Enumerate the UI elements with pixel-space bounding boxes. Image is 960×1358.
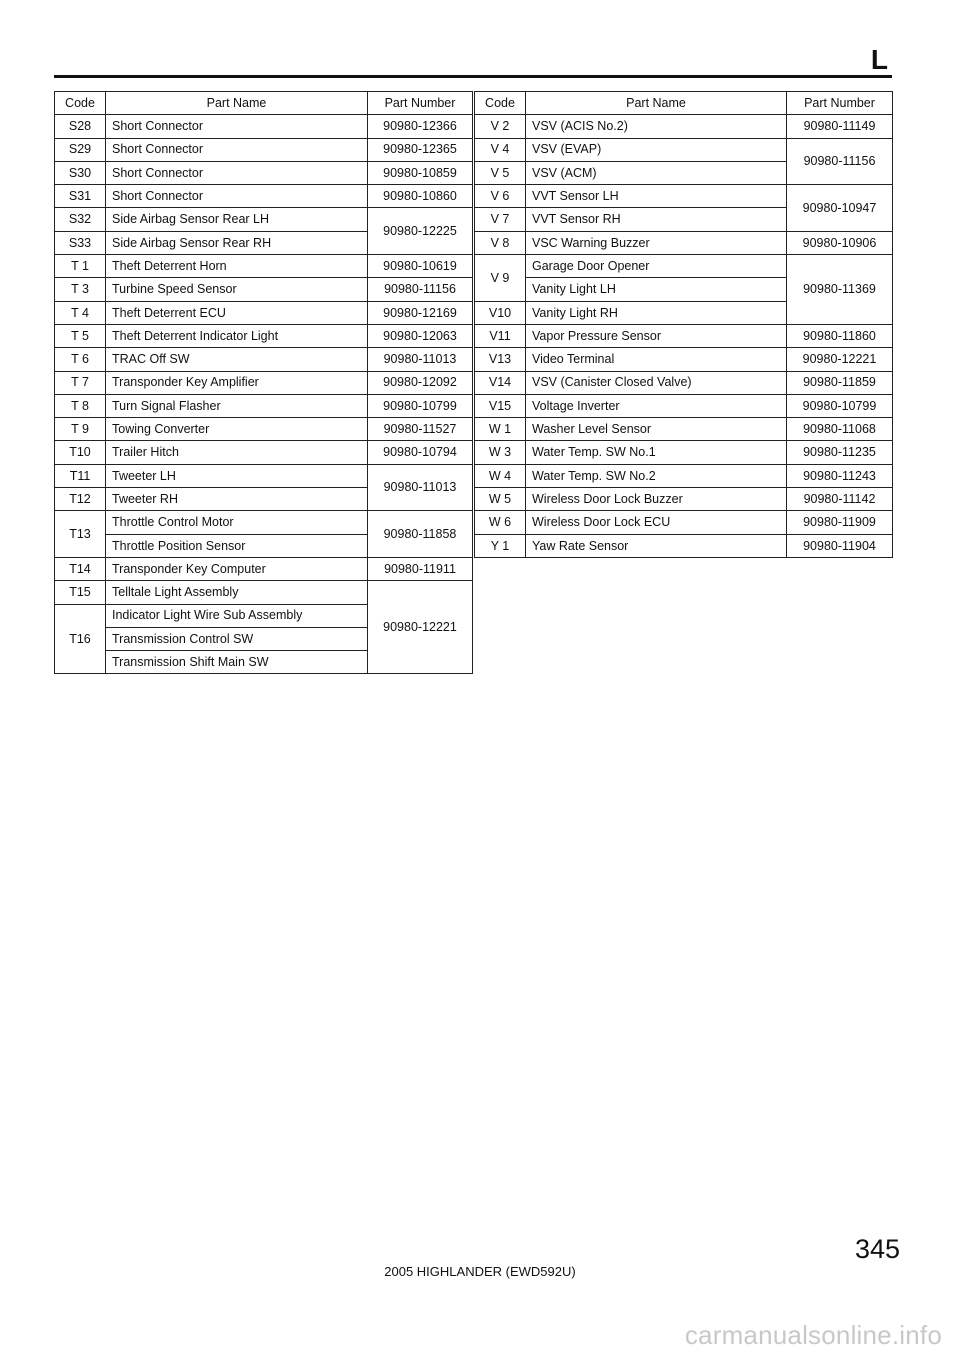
table-row (55, 418, 473, 441)
cell-part-number: 90980-11369 (787, 255, 893, 325)
cell-part-name: Towing Converter (106, 418, 368, 441)
cell-part-name: Telltale Light Assembly (106, 581, 368, 604)
cell-part-number: 90980-11013 (368, 464, 473, 511)
table-row (475, 488, 893, 511)
cell-code: V11 (475, 324, 526, 347)
cell-code: T16 (55, 604, 106, 674)
cell-code: T 3 (55, 278, 106, 301)
cell-part-name: Side Airbag Sensor Rear LH (106, 208, 368, 231)
table-row (475, 464, 893, 487)
cell-part-number: 90980-10947 (787, 185, 893, 232)
cell-part-name: Short Connector (106, 161, 368, 184)
cell-code: T 8 (55, 394, 106, 417)
table-row (475, 394, 893, 417)
table-row (55, 161, 473, 184)
cell-code: T12 (55, 488, 106, 511)
cell-code: V15 (475, 394, 526, 417)
cell-code: S33 (55, 231, 106, 254)
column-header-part-number: Part Number (368, 92, 473, 115)
column-header-part-name: Part Name (526, 92, 787, 115)
cell-code: T 9 (55, 418, 106, 441)
cell-part-number: 90980-10859 (368, 161, 473, 184)
cell-code: V14 (475, 371, 526, 394)
cell-part-number: 90980-12365 (368, 138, 473, 161)
table-row (55, 138, 473, 161)
cell-part-name: VSV (EVAP) (526, 138, 787, 161)
cell-code: T 4 (55, 301, 106, 324)
cell-part-number: 90980-11909 (787, 511, 893, 534)
cell-code: W 1 (475, 418, 526, 441)
cell-code: V 2 (475, 115, 526, 138)
cell-part-number: 90980-10799 (368, 394, 473, 417)
table-row (475, 231, 893, 254)
cell-code: T14 (55, 557, 106, 580)
cell-part-name: TRAC Off SW (106, 348, 368, 371)
cell-part-name: Transponder Key Amplifier (106, 371, 368, 394)
table-row (475, 418, 893, 441)
cell-code: T 5 (55, 324, 106, 347)
table-row (55, 557, 473, 580)
cell-part-name: Tweeter RH (106, 488, 368, 511)
cell-code: W 3 (475, 441, 526, 464)
parts-table-right (474, 91, 893, 558)
table-row (55, 255, 473, 278)
cell-part-name: Theft Deterrent Indicator Light (106, 324, 368, 347)
cell-part-name: Water Temp. SW No.2 (526, 464, 787, 487)
cell-part-number: 90980-11013 (368, 348, 473, 371)
cell-code: W 4 (475, 464, 526, 487)
table-row (55, 208, 473, 231)
table-row (475, 348, 893, 371)
cell-part-number: 90980-12221 (368, 581, 473, 674)
cell-code: W 5 (475, 488, 526, 511)
cell-part-number: 90980-11156 (368, 278, 473, 301)
cell-part-number: 90980-10794 (368, 441, 473, 464)
cell-part-name: Short Connector (106, 185, 368, 208)
cell-part-number: 90980-10799 (787, 394, 893, 417)
table-row (475, 138, 893, 161)
cell-part-name: Turn Signal Flasher (106, 394, 368, 417)
cell-part-name: Turbine Speed Sensor (106, 278, 368, 301)
table-row (55, 185, 473, 208)
cell-code: V 8 (475, 231, 526, 254)
cell-part-name: Yaw Rate Sensor (526, 534, 787, 557)
cell-part-name: VSC Warning Buzzer (526, 231, 787, 254)
cell-part-name: Throttle Position Sensor (106, 534, 368, 557)
cell-part-number: 90980-12225 (368, 208, 473, 255)
page-number: 345 (854, 1234, 900, 1264)
table-row (475, 115, 893, 138)
table-row (475, 185, 893, 208)
cell-part-number: 90980-11527 (368, 418, 473, 441)
cell-part-name: Vapor Pressure Sensor (526, 324, 787, 347)
cell-part-name: Vanity Light RH (526, 301, 787, 324)
cell-code: T 1 (55, 255, 106, 278)
column-header-part-name: Part Name (106, 92, 368, 115)
cell-code: V 6 (475, 185, 526, 208)
cell-part-number: 90980-10619 (368, 255, 473, 278)
column-header-code: Code (475, 92, 526, 115)
cell-code: V13 (475, 348, 526, 371)
cell-part-name: VSV (Canister Closed Valve) (526, 371, 787, 394)
table-row (475, 511, 893, 534)
column-header-part-number: Part Number (787, 92, 893, 115)
table-row (55, 441, 473, 464)
cell-part-name: Wireless Door Lock ECU (526, 511, 787, 534)
cell-code: Y 1 (475, 534, 526, 557)
table-row (55, 511, 473, 534)
cell-part-name: Theft Deterrent ECU (106, 301, 368, 324)
manual-title: 2005 HIGHLANDER (EWD592U) (384, 1264, 576, 1279)
cell-part-number: 90980-11235 (787, 441, 893, 464)
header-rule (54, 75, 892, 78)
cell-part-name: VSV (ACIS No.2) (526, 115, 787, 138)
cell-part-number: 90980-11068 (787, 418, 893, 441)
column-header-code: Code (55, 92, 106, 115)
table-row (55, 394, 473, 417)
cell-part-name: VSV (ACM) (526, 161, 787, 184)
table-row (475, 371, 893, 394)
cell-code: V 4 (475, 138, 526, 161)
table-row (55, 581, 473, 604)
cell-part-name: Water Temp. SW No.1 (526, 441, 787, 464)
cell-part-number: 90980-11142 (787, 488, 893, 511)
watermark: carmanualsonline.info (684, 1320, 942, 1350)
table-row (55, 278, 473, 301)
cell-code: V 7 (475, 208, 526, 231)
table-row (475, 441, 893, 464)
cell-part-number: 90980-11859 (787, 371, 893, 394)
cell-code: V 5 (475, 161, 526, 184)
cell-part-name: Throttle Control Motor (106, 511, 368, 534)
table-row (475, 324, 893, 347)
cell-part-number: 90980-11149 (787, 115, 893, 138)
table-row (55, 371, 473, 394)
cell-code: V 9 (475, 255, 526, 302)
cell-part-number: 90980-10906 (787, 231, 893, 254)
cell-code: S30 (55, 161, 106, 184)
table-header-row (55, 92, 473, 115)
section-letter: L (870, 44, 888, 75)
cell-code: T15 (55, 581, 106, 604)
cell-part-name: Theft Deterrent Horn (106, 255, 368, 278)
cell-code: T10 (55, 441, 106, 464)
cell-code: S32 (55, 208, 106, 231)
cell-code: T11 (55, 464, 106, 487)
cell-part-name: Video Terminal (526, 348, 787, 371)
cell-part-name: Transmission Control SW (106, 627, 368, 650)
cell-part-number: 90980-11904 (787, 534, 893, 557)
cell-part-name: Tweeter LH (106, 464, 368, 487)
cell-part-number: 90980-11911 (368, 557, 473, 580)
cell-code: S29 (55, 138, 106, 161)
cell-part-number: 90980-12221 (787, 348, 893, 371)
cell-part-name: VVT Sensor LH (526, 185, 787, 208)
cell-part-name: Washer Level Sensor (526, 418, 787, 441)
cell-code: T 6 (55, 348, 106, 371)
cell-part-name: Wireless Door Lock Buzzer (526, 488, 787, 511)
parts-table-left (54, 91, 473, 674)
cell-part-name: Short Connector (106, 115, 368, 138)
cell-code: S28 (55, 115, 106, 138)
cell-code: S31 (55, 185, 106, 208)
table-row (55, 348, 473, 371)
cell-part-name: Indicator Light Wire Sub Assembly (106, 604, 368, 627)
cell-code: V10 (475, 301, 526, 324)
cell-part-number: 90980-12063 (368, 324, 473, 347)
cell-part-name: Garage Door Opener (526, 255, 787, 278)
cell-part-number: 90980-12092 (368, 371, 473, 394)
table-row (475, 255, 893, 278)
cell-part-name: Voltage Inverter (526, 394, 787, 417)
cell-code: T 7 (55, 371, 106, 394)
cell-part-number: 90980-11860 (787, 324, 893, 347)
cell-part-name: VVT Sensor RH (526, 208, 787, 231)
cell-part-name: Vanity Light LH (526, 278, 787, 301)
cell-part-number: 90980-12366 (368, 115, 473, 138)
cell-part-name: Side Airbag Sensor Rear RH (106, 231, 368, 254)
cell-part-number: 90980-11858 (368, 511, 473, 558)
cell-part-name: Trailer Hitch (106, 441, 368, 464)
table-row (55, 464, 473, 487)
cell-part-name: Short Connector (106, 138, 368, 161)
table-row (55, 301, 473, 324)
cell-part-number: 90980-10860 (368, 185, 473, 208)
cell-code: T13 (55, 511, 106, 558)
cell-part-number: 90980-12169 (368, 301, 473, 324)
cell-part-name: Transponder Key Computer (106, 557, 368, 580)
table-row (55, 115, 473, 138)
table-row (475, 534, 893, 557)
table-header-row (475, 92, 893, 115)
cell-part-name: Transmission Shift Main SW (106, 651, 368, 674)
cell-part-number: 90980-11156 (787, 138, 893, 185)
cell-code: W 6 (475, 511, 526, 534)
cell-part-number: 90980-11243 (787, 464, 893, 487)
table-row (55, 324, 473, 347)
